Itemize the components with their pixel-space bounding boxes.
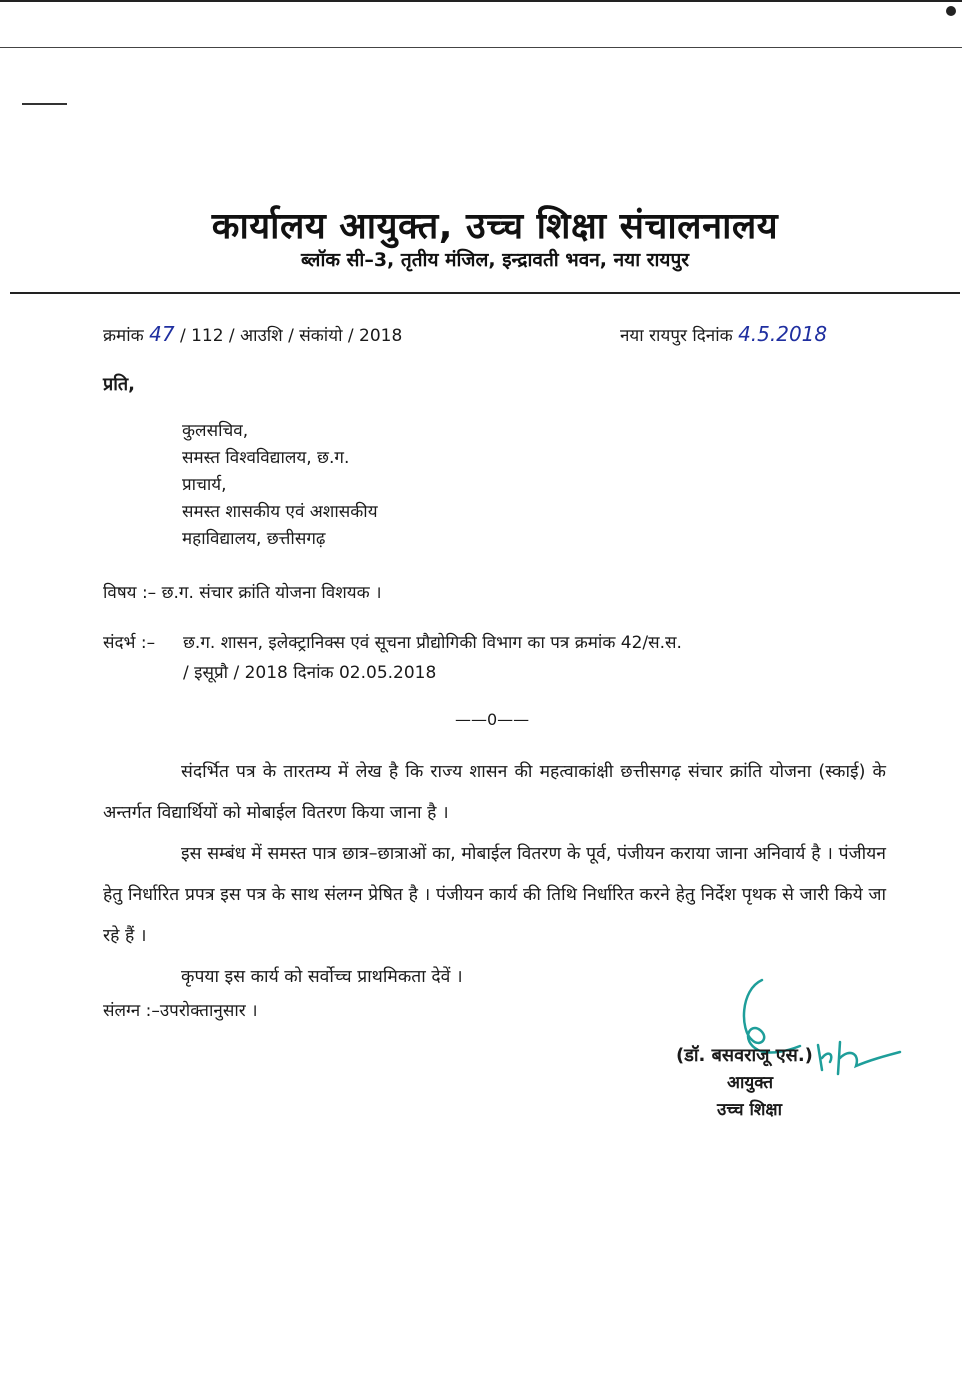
reference-line-1: छ.ग. शासन, इलेक्ट्रानिक्स एवं सूचना प्रौद्योगिकी विभाग का पत्र क्रमांक 42/स.स. <box>183 633 682 653</box>
addressee-line: महाविद्यालय, छत्तीसगढ़ <box>182 529 326 549</box>
signature-mark <box>700 970 910 1085</box>
date-label: नया रायपुर दिनांक <box>620 326 733 346</box>
office-title: कार्यालय आयुक्त, उच्च शिक्षा संचालनालय <box>211 206 779 247</box>
signatory-office: उच्च शिक्षा <box>717 1100 782 1120</box>
addressee-line: कुलसचिव, <box>182 421 249 441</box>
addressee-line: प्राचार्य, <box>182 475 227 495</box>
scan-mark <box>946 6 956 16</box>
letter-body <box>103 752 886 998</box>
reference-label: क्रमांक <box>103 326 144 346</box>
date-handwritten: 4.5.2018 <box>738 322 828 346</box>
subject-line: विषय :– छ.ग. संचार क्रांति योजना विशयक । <box>103 583 382 603</box>
body-paragraph-1: संदर्भित पत्र के तारतम्य में लेख है कि राज्य शासन की महत्वाकांक्षी छत्तीसगढ़ संचार क्रांति योजना (स्काई) के अन्तर्गत विद्यार्थियों को मोबाईल वितरण किया जाना है । <box>103 762 886 823</box>
addressee-block <box>182 418 378 553</box>
signatory-name: (डॉ. बसवराजू एस.) <box>676 1045 813 1066</box>
addressee-line: समस्त शासकीय एवं अशासकीय <box>182 502 378 522</box>
to-label: प्रति, <box>103 374 136 395</box>
reference-suffix: / 112 / आउशि / संकांयो / 2018 <box>179 326 403 346</box>
reference-line-2: / इसूप्रौ / 2018 दिनांक 02.05.2018 <box>183 663 437 683</box>
letter-date <box>620 322 827 346</box>
scan-border-top <box>0 0 962 2</box>
enclosure-note: संलग्न :–उपरोक्तानुसार । <box>103 1001 258 1021</box>
reference-number <box>103 322 402 346</box>
body-paragraph-2: इस सम्बंध में समस्त पात्र छात्र–छात्राओं का, मोबाईल वितरण के पूर्व, पंजीयन कराया जाना अनिवार्य है । पंजीयन हेतु निर्धारित प्रपत्र इस पत्र के साथ संलग्न प्रेषित है । पंजीयन कार्य की तिथि निर्धारित करने हेतु निर्देश पृथक से जारी किये जा रहे हैं । <box>103 844 886 946</box>
signatory-designation: आयुक्त <box>727 1073 774 1093</box>
office-address: ब्लॉक सी–3, तृतीय मंजिल, इन्द्रावती भवन, नया रायपुर <box>300 249 690 271</box>
reference-number-handwritten: 47 <box>149 322 175 346</box>
scan-dash <box>22 103 67 105</box>
reference-block-label: संदर्भ :– <box>103 633 156 653</box>
addressee-line: समस्त विश्वविद्यालय, छ.ग. <box>182 448 350 468</box>
header-rule <box>10 292 960 294</box>
body-paragraph-3: कृपया इस कार्य को सर्वोच्च प्राथमिकता देवें । <box>181 967 463 987</box>
separator: ——0—— <box>455 710 530 729</box>
scan-border-line <box>0 47 962 48</box>
